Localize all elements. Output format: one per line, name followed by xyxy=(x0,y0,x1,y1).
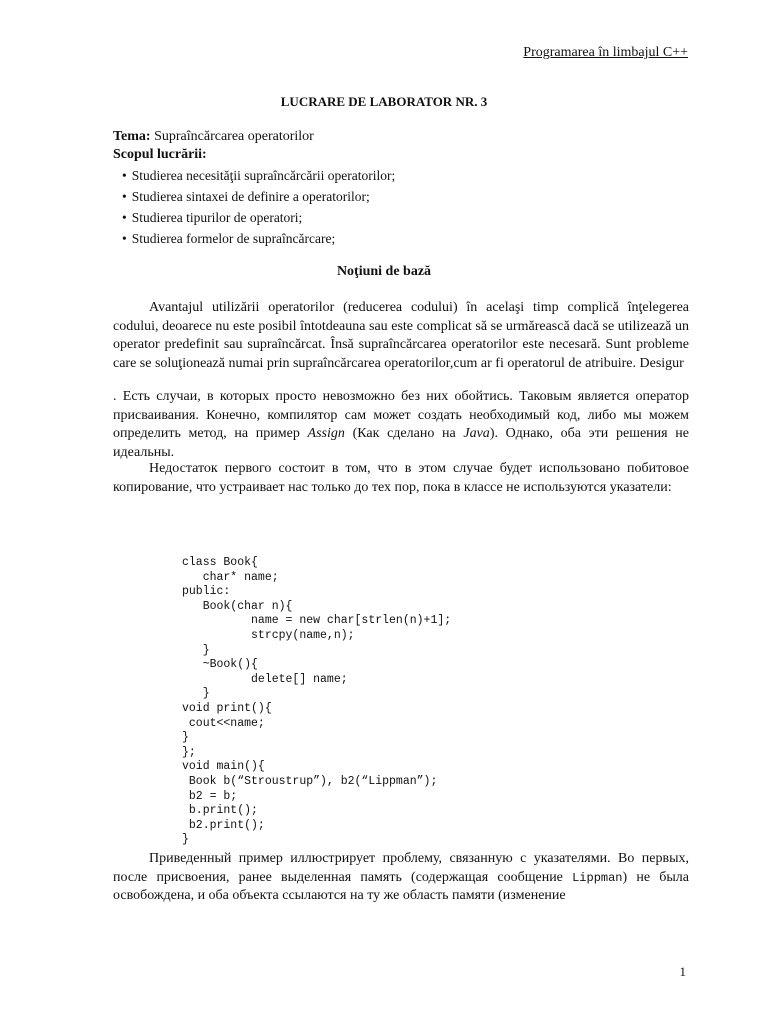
page-number: 1 xyxy=(679,964,686,979)
paragraph-2-text-a: . Есть случаи, в которых просто невозможно без них обойтись. Таковым является оператор присваивания. Конечно, компилятор сам может создать необходимый код, либо мы можем определить метод, на пример xyxy=(113,389,689,441)
paragraph-1: Avantajul utilizării operatorilor (reducerea codului) în acelaşi timp complică înţelegerea codului, deoarece nu este posibil întotdeauna sau este complicat să se urmărească dacă se utilizează un operator predefinit sau supraîncărcat. Însă supraîncărcarea operatorilor este necesară. Sunt probleme care se soluţionează numai prin supraîncărcarea operatorilor,cum ar fi operatorul de atribuire. Desigur xyxy=(113,300,689,371)
paragraph-3: Недостаток первого состоит в том, что в этом случае будет использовано побитовое копирование, что устраивает нас только до тех пор, пока в классе не используются указатели: xyxy=(113,461,689,495)
topic-value: Supraîncărcarea operatorilor xyxy=(154,129,314,144)
objective-item: • Studierea necesităţii supraîncărcării operatorilor; xyxy=(122,166,395,187)
running-header: Programarea în limbajul C++ xyxy=(523,45,688,60)
code-listing: class Book{ char* name; public: Book(char n){ name = new char[strlen(n)+1]; strcpy(name,n); } ~Book(){ delete[] name; } void print(){ cout<<name; } }; void main(){ Book b(“Stroustrup”), b2(“Lippman”); b2 = b; b.print(); b2.print(); } xyxy=(182,556,452,847)
section-title: Noţiuni de bază xyxy=(336,264,432,279)
topic-line xyxy=(113,129,314,145)
objective-item: • Studierea tipurilor de operatori; xyxy=(122,208,395,229)
topic-label: Tema: xyxy=(113,129,151,144)
java-term: Java xyxy=(463,426,490,441)
objectives-list xyxy=(122,166,395,250)
lab-title: LUCRARE DE LABORATOR NR. 3 xyxy=(280,94,488,109)
paragraph-2-text-b: (Как сделано на xyxy=(344,426,464,441)
paragraph-2-text-c: ). Однако, оба эти решения не идеальны. xyxy=(113,426,689,460)
objective-item: • Studierea sintaxei de definire a operatorilor; xyxy=(122,187,395,208)
paragraph-4-text-b: ) не была освобождена, и оба объекта ссылаются на ту же область памяти (изменение xyxy=(113,869,689,903)
paragraph-4-text-a: Приведенный пример иллюстрирует проблему, связанную с указателями. Во первых, после присвоения, ранее выделенная память (содержащая сообщение xyxy=(113,851,689,885)
paragraph-2 xyxy=(113,388,689,462)
lippman-term: Lippman xyxy=(572,870,623,885)
assign-term: Assign xyxy=(307,426,345,441)
objective-item: • Studierea formelor de supraîncărcare; xyxy=(122,229,395,250)
scope-label: Scopul lucrării: xyxy=(113,147,207,162)
paragraph-4 xyxy=(113,850,689,906)
